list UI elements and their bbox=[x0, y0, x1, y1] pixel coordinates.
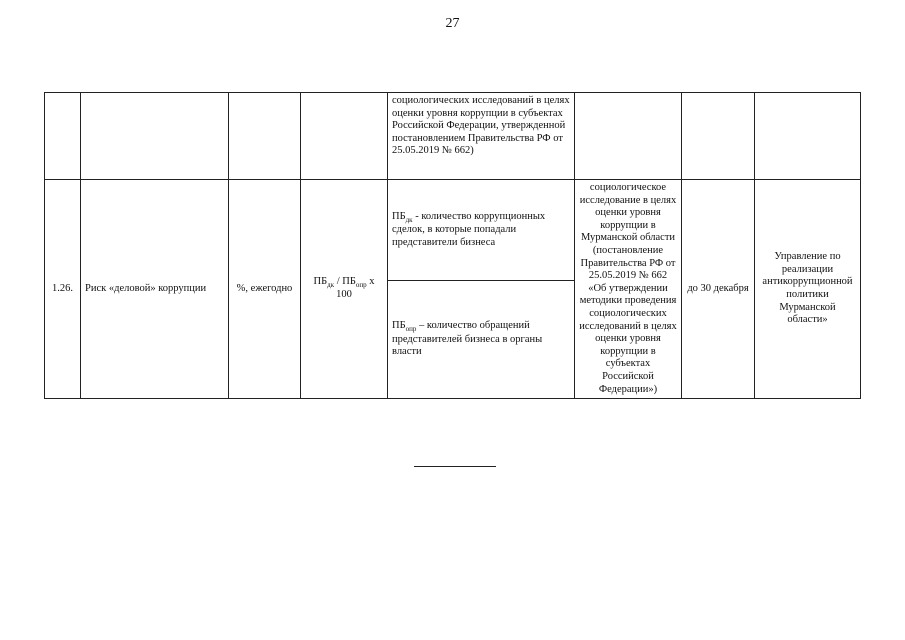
var-opr-symbol: ПБ bbox=[392, 320, 406, 332]
end-separator-line bbox=[414, 466, 496, 467]
page-number: 27 bbox=[445, 16, 460, 31]
formula-sub-opr: опр bbox=[355, 281, 367, 290]
indicator-name-cell: Риск «деловой» коррупции bbox=[81, 180, 229, 399]
variable-definition-opr bbox=[388, 281, 575, 399]
methodology-continuation-cell: социологических исследований в целях оценки уровня коррупции в субъектах Российской Федерации, утвержденной постановлением Правительства РФ от 25.05.2019 № 662) bbox=[388, 93, 575, 180]
var-opr-text: – количество обращений представителей бизнеса в органы власти bbox=[392, 320, 543, 358]
cell-empty bbox=[301, 93, 388, 180]
unit-cell: %, ежегодно bbox=[229, 180, 301, 399]
cell-empty bbox=[81, 93, 229, 180]
deadline-cell: до 30 декабря bbox=[682, 180, 755, 399]
table-row-continuation bbox=[45, 93, 861, 180]
var-dk-sub: дк bbox=[405, 215, 413, 224]
var-opr-sub: опр bbox=[405, 325, 417, 334]
var-dk-text: - количество коррупционных сделок, в которые попадали представители бизнеса bbox=[392, 210, 546, 248]
cell-empty bbox=[682, 93, 755, 180]
cell-empty bbox=[575, 93, 682, 180]
table-row-1-26 bbox=[45, 180, 861, 281]
row-number-cell: 1.26. bbox=[45, 180, 81, 399]
formula-tail: х 100 bbox=[336, 276, 375, 301]
responsible-cell: Управление по реализации антикоррупционной политики Мурманской области» bbox=[755, 180, 861, 399]
indicators-table bbox=[44, 92, 861, 399]
formula-separator: / ПБ bbox=[334, 276, 356, 287]
cell-empty bbox=[755, 93, 861, 180]
formula-cell bbox=[301, 180, 388, 399]
formula-symbol: ПБ bbox=[313, 276, 328, 287]
cell-empty bbox=[45, 93, 81, 180]
variable-definition-dk bbox=[388, 180, 575, 281]
source-cell: социологическое исследование в целях оценки уровня коррупции в Мурманской области (постановление Правительства РФ от 25.05.2019 № 662 «Об утверждении методики проведения социологических исследований в целях оценки уровня коррупции в субъектах Российской Федерации») bbox=[575, 180, 682, 399]
var-dk-symbol: ПБ bbox=[392, 210, 406, 222]
formula-sub-dk: дк bbox=[327, 281, 335, 290]
cell-empty bbox=[229, 93, 301, 180]
